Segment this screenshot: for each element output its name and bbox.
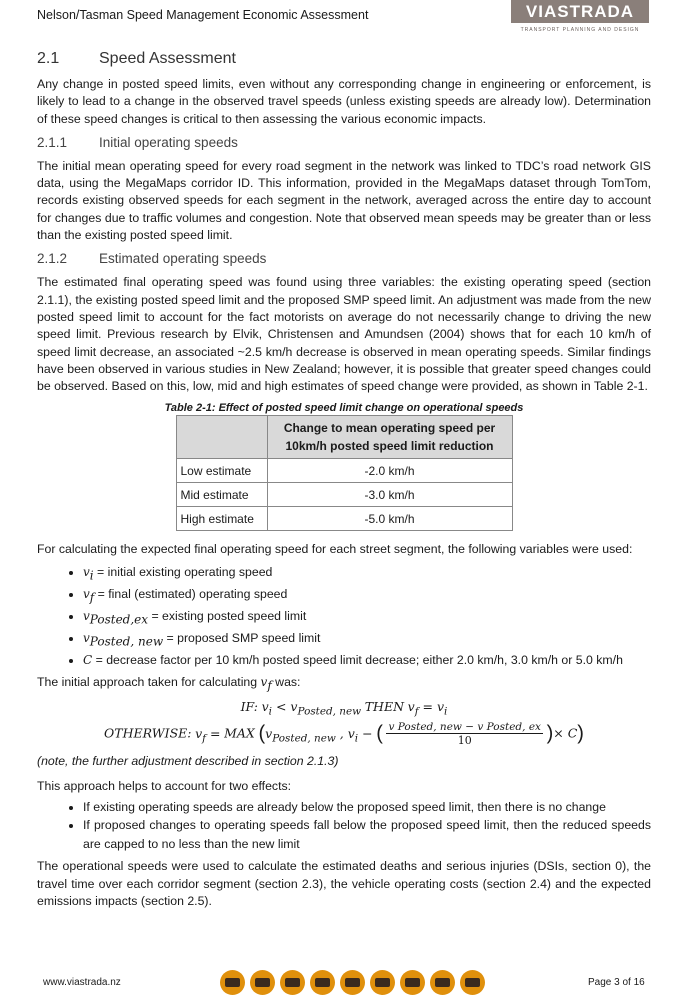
approach-line: The initial approach taken for calculating $v_f$ was:: [37, 675, 301, 693]
viastrada-logo: [511, 0, 649, 37]
section-intro: Any change in posted speed limits, even without any corresponding change in engineering or enforcement, is likely to lead to a change in the observed travel speeds (unless existing speeds are already low). Determination of these speed changes is critical to then assessing the various economic impacts.: [37, 77, 651, 126]
effects-intro: This approach helps to account for two effects:: [37, 778, 292, 793]
variables-intro: For calculating the expected final operating speed for each street segment, the following variables were used:: [37, 542, 633, 557]
list-item: • If existing operating speeds are already below the proposed speed limit, then there is no change: [83, 798, 651, 817]
pedestrian-icon: [220, 970, 245, 995]
initial-speeds-paragraph: The initial mean operating speed for every road segment in the network was linked to TDC’s road network GIS data, using the MegaMaps corridor ID. This information, provided in the MegaMaps dataset through TomTom, records existing observed speeds for each segment in the network, averaged across the entire day to account for changes due to traffic volumes and congestion. Note that observed mean speeds may be greater than or less than the existing posted speed limit.: [37, 158, 651, 243]
subsection-heading-estimated: 2.1.2 Estimated operating speeds: [37, 251, 267, 267]
effects-list: [37, 798, 651, 854]
variables-list: [37, 563, 651, 669]
page-number: Page 3 of 16: [588, 977, 645, 988]
list-item: • $v_{Posted,ex}$ = existing posted speed limit: [83, 607, 651, 629]
fraction: $\frac{\text{v Posted, new − v Posted, ex}}{10}$: [388, 721, 541, 748]
footer-icon-strip: [220, 970, 490, 996]
closing-paragraph: The operational speeds were used to calculate the estimated deaths and serious injuries (DSIs, section 0), the travel time over each corridor segment (section 2.3), the vehicle operating costs (section 2.4) and the expected emissions impacts (section 2.5).: [37, 859, 651, 908]
truck-icon: [310, 970, 335, 995]
table-row: Low estimate -2.0 km/h: [176, 459, 512, 483]
page-content: [37, 50, 651, 917]
road-sign-icon: [460, 970, 485, 995]
logo-tagline: TRANSPORT PLANNING AND DESIGN: [520, 27, 640, 33]
equation-otherwise-line: OTHERWISE: $v_f$ = MAX ($v_{Posted, new}$ , $v_i$ − ( $\frac{\text{v Posted, new − v Posted, ex}}{10}$ )× C): [104, 721, 584, 748]
table-header-row: [176, 416, 512, 459]
list-item: • $v_f$ = final (estimated) operating speed: [83, 585, 651, 607]
table-header-blank: [176, 416, 267, 459]
speed-change-table: [176, 415, 513, 531]
estimated-speeds-paragraph: The estimated final operating speed was found using three variables: the existing operating speed (section 2.1.1), the existing posted speed limit and the proposed SMP speed limit. An adjustment was made from the new posted speed limit to account for the fact motorists on average do not necessarily change to driving the new speed limit. Previous research by Elvik, Christensen and Amundsen (2004) shows that for each 10 km/h of speed limit decrease, an associated ~2.5 km/h decrease is observed in mean operating speeds. Similar findings have been observed in various studies in New Zealand; however, it is possible that greater speed changes could be observed. Based on this, low, mid and high estimates of speed change were provided, as shown in Table 2-1.: [37, 275, 651, 394]
list-item: • $v_i$ = initial existing operating speed: [83, 563, 651, 585]
document-title: Nelson/Tasman Speed Management Economic Assessment: [37, 8, 369, 22]
logo-text: VIASTRADA: [511, 0, 649, 23]
tree-icon: [400, 970, 425, 995]
section-heading: 2.1 Speed Assessment: [37, 50, 236, 67]
car-icon: [340, 970, 365, 995]
table-caption: Table 2-1: Effect of posted speed limit change on operational speeds: [164, 402, 524, 415]
list-item: • $v_{Posted, new}$ = proposed SMP speed limit: [83, 629, 651, 651]
industry-icon: [430, 970, 455, 995]
table-row: High estimate -5.0 km/h: [176, 507, 512, 531]
footer-url: www.viastrada.nz: [43, 977, 121, 988]
list-item: • C = decrease factor per 10 km/h posted speed limit decrease; either 2.0 km/h, 3.0 km/h or 5.0 km/h: [83, 651, 651, 670]
subsection-heading-initial: 2.1.1 Initial operating speeds: [37, 134, 238, 150]
table-header-cell: Change to mean operating speed per 10km/h posted speed limit reduction: [267, 416, 512, 459]
table-row: Mid estimate -3.0 km/h: [176, 483, 512, 507]
bus-icon: [280, 970, 305, 995]
note-text: (note, the further adjustment described in section 2.1.3): [37, 754, 339, 769]
equation-if-line: IF: $v_i < v_{Posted, new}$ THEN $v_f = v_i$: [240, 698, 448, 718]
list-item: • If proposed changes to operating speeds fall below the proposed speed limit, then the reduced speeds are capped to no less than the new limit: [83, 816, 651, 853]
building-icon: [370, 970, 395, 995]
cyclist-icon: [250, 970, 275, 995]
